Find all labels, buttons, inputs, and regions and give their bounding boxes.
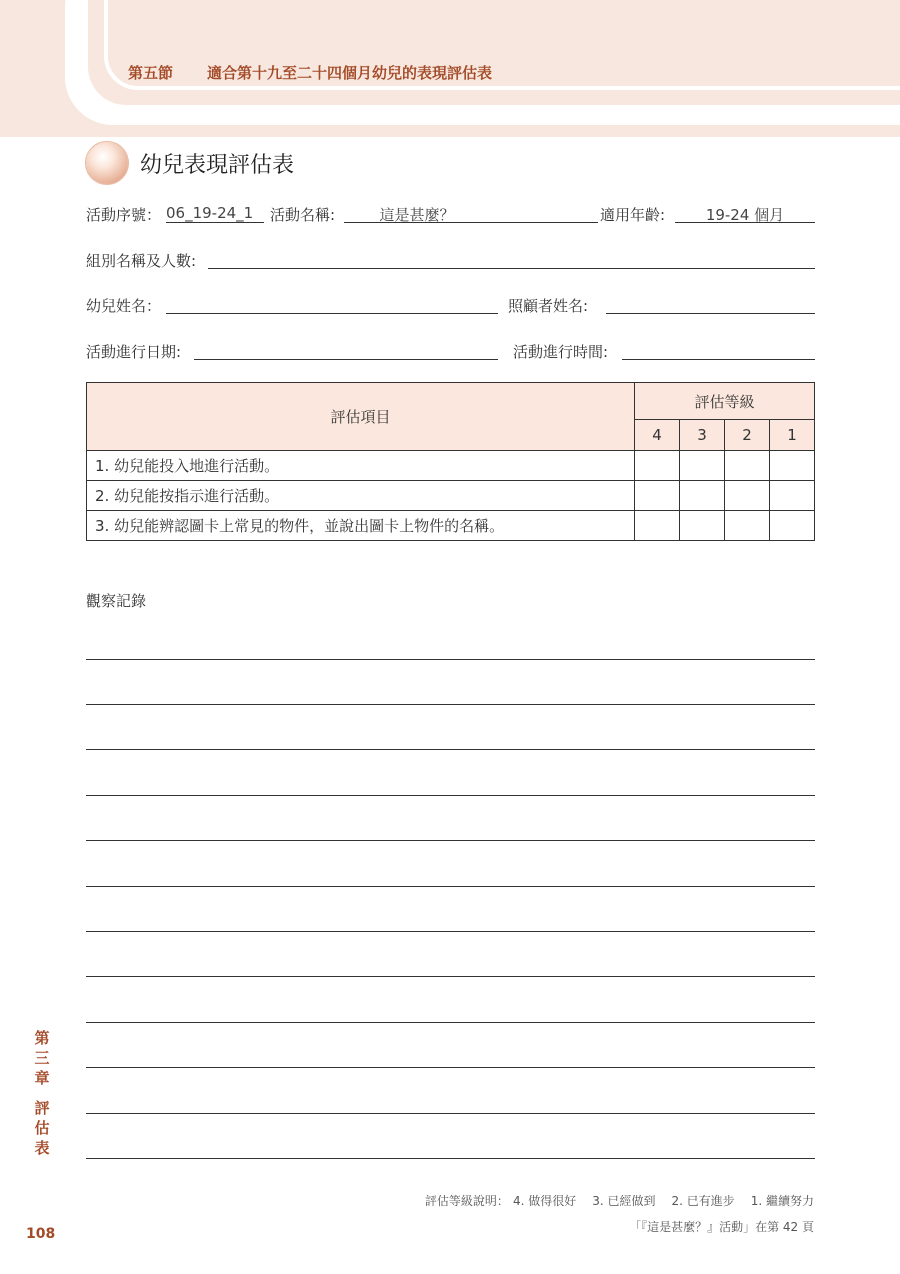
section-heading xyxy=(128,62,492,83)
observation-line[interactable] xyxy=(86,1067,815,1068)
age-field[interactable]: 19-24 個月 xyxy=(675,204,815,223)
observation-line[interactable] xyxy=(86,840,815,841)
legend-item: 1. 繼續努力 xyxy=(750,1194,814,1208)
caregiver-field[interactable] xyxy=(606,295,815,314)
item-label: 3. 幼兒能辨認圖卡上常見的物件，並說出圖卡上物件的名稱。 xyxy=(87,511,635,541)
legend-title: 評估等級說明： xyxy=(424,1194,509,1208)
evaluation-table xyxy=(86,382,815,541)
observation-line[interactable] xyxy=(86,749,815,750)
observation-line[interactable] xyxy=(86,1158,815,1159)
legend-item: 4. 做得很好 xyxy=(512,1194,577,1208)
activity-no-label: 活動序號： xyxy=(86,206,162,224)
date-label: 活動進行日期: xyxy=(86,343,182,361)
rating-legend xyxy=(425,1192,814,1209)
activity-reference: 「『這是甚麼？』活動」在第 42 頁 xyxy=(629,1220,814,1234)
item-header: 評估項目 xyxy=(87,383,635,451)
activity-name-value: 這是甚麼？ xyxy=(379,206,455,224)
chapter-label xyxy=(32,1028,52,1088)
age-label: 適用年齡: xyxy=(600,206,666,224)
rating-cell[interactable] xyxy=(770,511,815,541)
section-title: 適合第十九至二十四個月幼兒的表現評估表 xyxy=(207,64,493,82)
table-row xyxy=(87,511,815,541)
table-row xyxy=(87,481,815,511)
level-3-header: 3 xyxy=(680,420,725,451)
topic-label xyxy=(32,1098,52,1158)
legend-item: 2. 已有進步 xyxy=(671,1194,735,1208)
rating-cell[interactable] xyxy=(680,511,725,541)
date-field[interactable] xyxy=(194,341,498,360)
topic-char: 估 xyxy=(34,1119,50,1137)
observation-line[interactable] xyxy=(86,886,815,887)
observation-line[interactable] xyxy=(86,931,815,932)
activity-name-field[interactable] xyxy=(344,204,598,223)
observation-label: 觀察記錄 xyxy=(86,592,147,610)
child-name-label: 幼兒姓名： xyxy=(86,297,162,315)
level-header: 評估等級 xyxy=(635,383,815,420)
time-field[interactable] xyxy=(622,341,815,360)
rating-cell[interactable] xyxy=(635,511,680,541)
group-field[interactable] xyxy=(208,250,815,269)
section-number: 第五節 xyxy=(128,64,174,82)
group-label: 組別名稱及人數: xyxy=(86,252,197,270)
level-4-header: 4 xyxy=(635,420,680,451)
rating-cell[interactable] xyxy=(770,451,815,481)
child-name-field[interactable] xyxy=(166,295,498,314)
legend-item: 3. 已經做到 xyxy=(592,1194,656,1208)
chapter-char: 第 xyxy=(34,1029,50,1047)
rating-cell[interactable] xyxy=(635,451,680,481)
page-number: 108 xyxy=(26,1226,56,1242)
time-label: 活動進行時間: xyxy=(513,343,609,361)
caregiver-label: 照顧者姓名: xyxy=(508,297,589,315)
rating-cell[interactable] xyxy=(725,451,770,481)
rating-cell[interactable] xyxy=(770,481,815,511)
rating-cell[interactable] xyxy=(680,481,725,511)
form-title xyxy=(86,140,294,186)
observation-line[interactable] xyxy=(86,795,815,796)
observation-line[interactable] xyxy=(86,704,815,705)
item-label: 1. 幼兒能投入地進行活動。 xyxy=(87,451,635,481)
chapter-char: 章 xyxy=(34,1069,50,1087)
item-label: 2. 幼兒能按指示進行活動。 xyxy=(87,481,635,511)
rating-cell[interactable] xyxy=(635,481,680,511)
observation-line[interactable] xyxy=(86,1113,815,1114)
rating-cell[interactable] xyxy=(680,451,725,481)
bullet-icon xyxy=(86,142,128,184)
form-title-text: 幼兒表現評估表 xyxy=(140,152,295,178)
activity-no-field[interactable]: 06_19-24_1 xyxy=(166,204,264,223)
table-row xyxy=(87,451,815,481)
level-2-header: 2 xyxy=(725,420,770,451)
activity-name-label: 活動名稱: xyxy=(270,206,336,224)
chapter-char: 三 xyxy=(34,1049,50,1067)
observation-line[interactable] xyxy=(86,659,815,660)
observation-line[interactable] xyxy=(86,1022,815,1023)
rating-cell[interactable] xyxy=(725,481,770,511)
rating-cell[interactable] xyxy=(725,511,770,541)
topic-char: 評 xyxy=(34,1099,50,1117)
topic-char: 表 xyxy=(34,1139,50,1157)
observation-line[interactable] xyxy=(86,976,815,977)
table-header-row xyxy=(87,383,815,420)
level-1-header: 1 xyxy=(770,420,815,451)
